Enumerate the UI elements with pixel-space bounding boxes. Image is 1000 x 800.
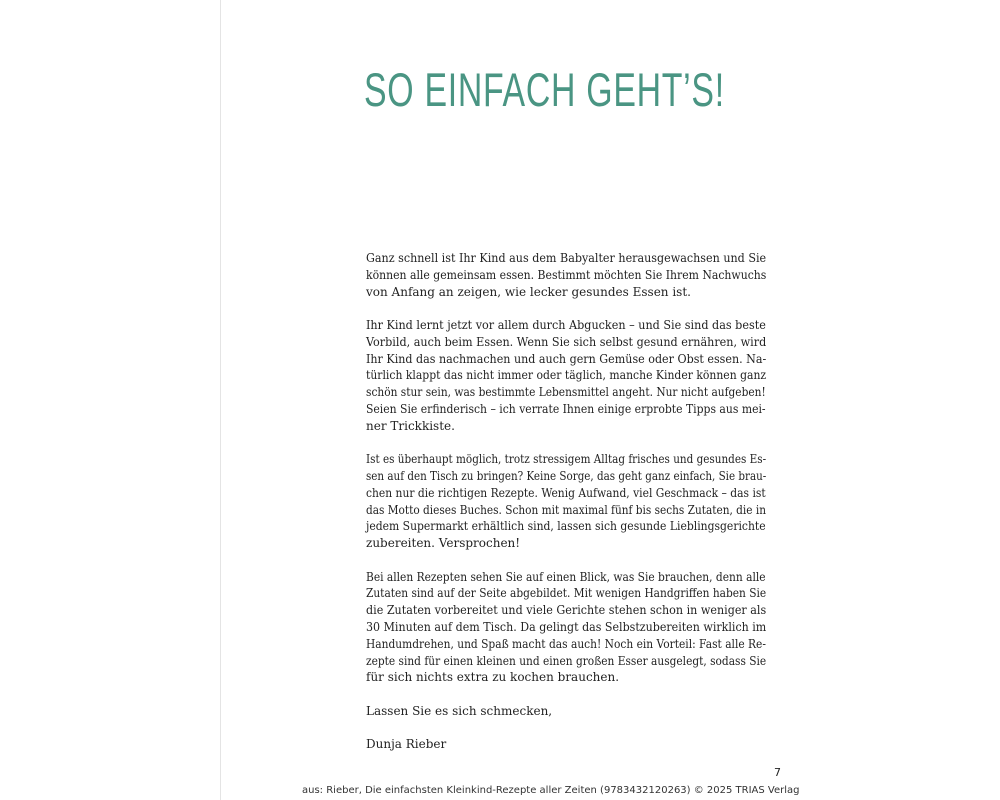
paragraph	[366, 250, 766, 300]
text-line: ner Trickkiste.	[366, 418, 455, 433]
text-line: das Motto dieses Buches. Schon mit maximal fünf bis sechs Zutaten, die in	[366, 502, 767, 517]
text-line: zubereiten. Versprochen!	[366, 536, 521, 551]
text-line: sen auf den Tisch zu bringen? Keine Sorge, das geht ganz einfach, Sie brau-	[366, 468, 767, 483]
page-gutter-divider	[220, 0, 221, 800]
text-line: türlich klappt das nicht immer oder täglich, manche Kinder können ganz	[366, 368, 767, 383]
text-line: Dunja Rieber	[366, 737, 447, 752]
text-line: Ist es überhaupt möglich, trotz stressigem Alltag frisches und gesundes Es-	[366, 452, 767, 467]
text-line: von Anfang an zeigen, wie lecker gesundes Essen ist.	[366, 284, 691, 299]
text-line: schön stur sein, was bestimmte Lebensmittel angeht. Nur nicht aufgeben!	[366, 385, 766, 400]
text-line: für sich nichts extra zu kochen brauchen.	[366, 670, 620, 685]
text-line: Seien Sie erfinderisch – ich verrate Ihnen einige erprobte Tipps aus mei-	[366, 401, 766, 416]
text-line: Ihr Kind das nachmachen und auch gern Gemüse oder Obst essen. Na-	[366, 351, 767, 366]
text-line: Zutaten sind auf der Seite abgebildet. Mit wenigen Handgriffen haben Sie	[366, 586, 767, 601]
text-line: zepte sind für einen kleinen und einen großen Esser ausgelegt, sodass Sie	[366, 653, 767, 668]
text-line: Ihr Kind lernt jetzt vor allem durch Abgucken – und Sie sind das beste	[366, 317, 766, 332]
paragraph	[366, 569, 766, 687]
text-line: chen nur die richtigen Rezepte. Wenig Aufwand, viel Geschmack – das ist	[366, 485, 766, 500]
page-number: 7	[774, 766, 781, 779]
source-footer: aus: Rieber, Die einfachsten Kleinkind-Rezepte aller Zeiten (9783432120263) © 2025 TRIAS Verlag	[302, 785, 800, 796]
text-line: können alle gemeinsam essen. Bestimmt möchten Sie Ihrem Nachwuchs	[366, 267, 767, 282]
text-line: Handumdrehen, und Spaß macht das auch! Noch ein Vorteil: Fast alle Re-	[366, 636, 766, 651]
text-line: Vorbild, auch beim Essen. Wenn Sie sich selbst gesund ernähren, wird	[366, 334, 767, 349]
text-line: Ganz schnell ist Ihr Kind aus dem Babyalter herausgewachsen und Sie	[366, 251, 767, 265]
text-line: die Zutaten vorbereitet und viele Gerichte stehen schon in weniger als	[366, 603, 767, 618]
paragraph	[366, 317, 766, 435]
paragraph	[366, 451, 766, 552]
text-line: jedem Supermarkt erhältlich sind, lassen sich gesunde Lieblingsgerichte	[366, 519, 766, 534]
text-line: Lassen Sie es sich schmecken,	[366, 703, 553, 718]
author-signature	[366, 736, 766, 753]
body-text	[366, 250, 766, 769]
closing-line	[366, 703, 766, 720]
text-line: 30 Minuten auf dem Tisch. Da gelingt das Selbstzubereiten wirklich im	[366, 619, 767, 634]
page-title: SO EINFACH GEHT’S!	[364, 63, 725, 116]
text-line: Bei allen Rezepten sehen Sie auf einen Blick, was Sie brauchen, denn alle	[366, 569, 766, 584]
